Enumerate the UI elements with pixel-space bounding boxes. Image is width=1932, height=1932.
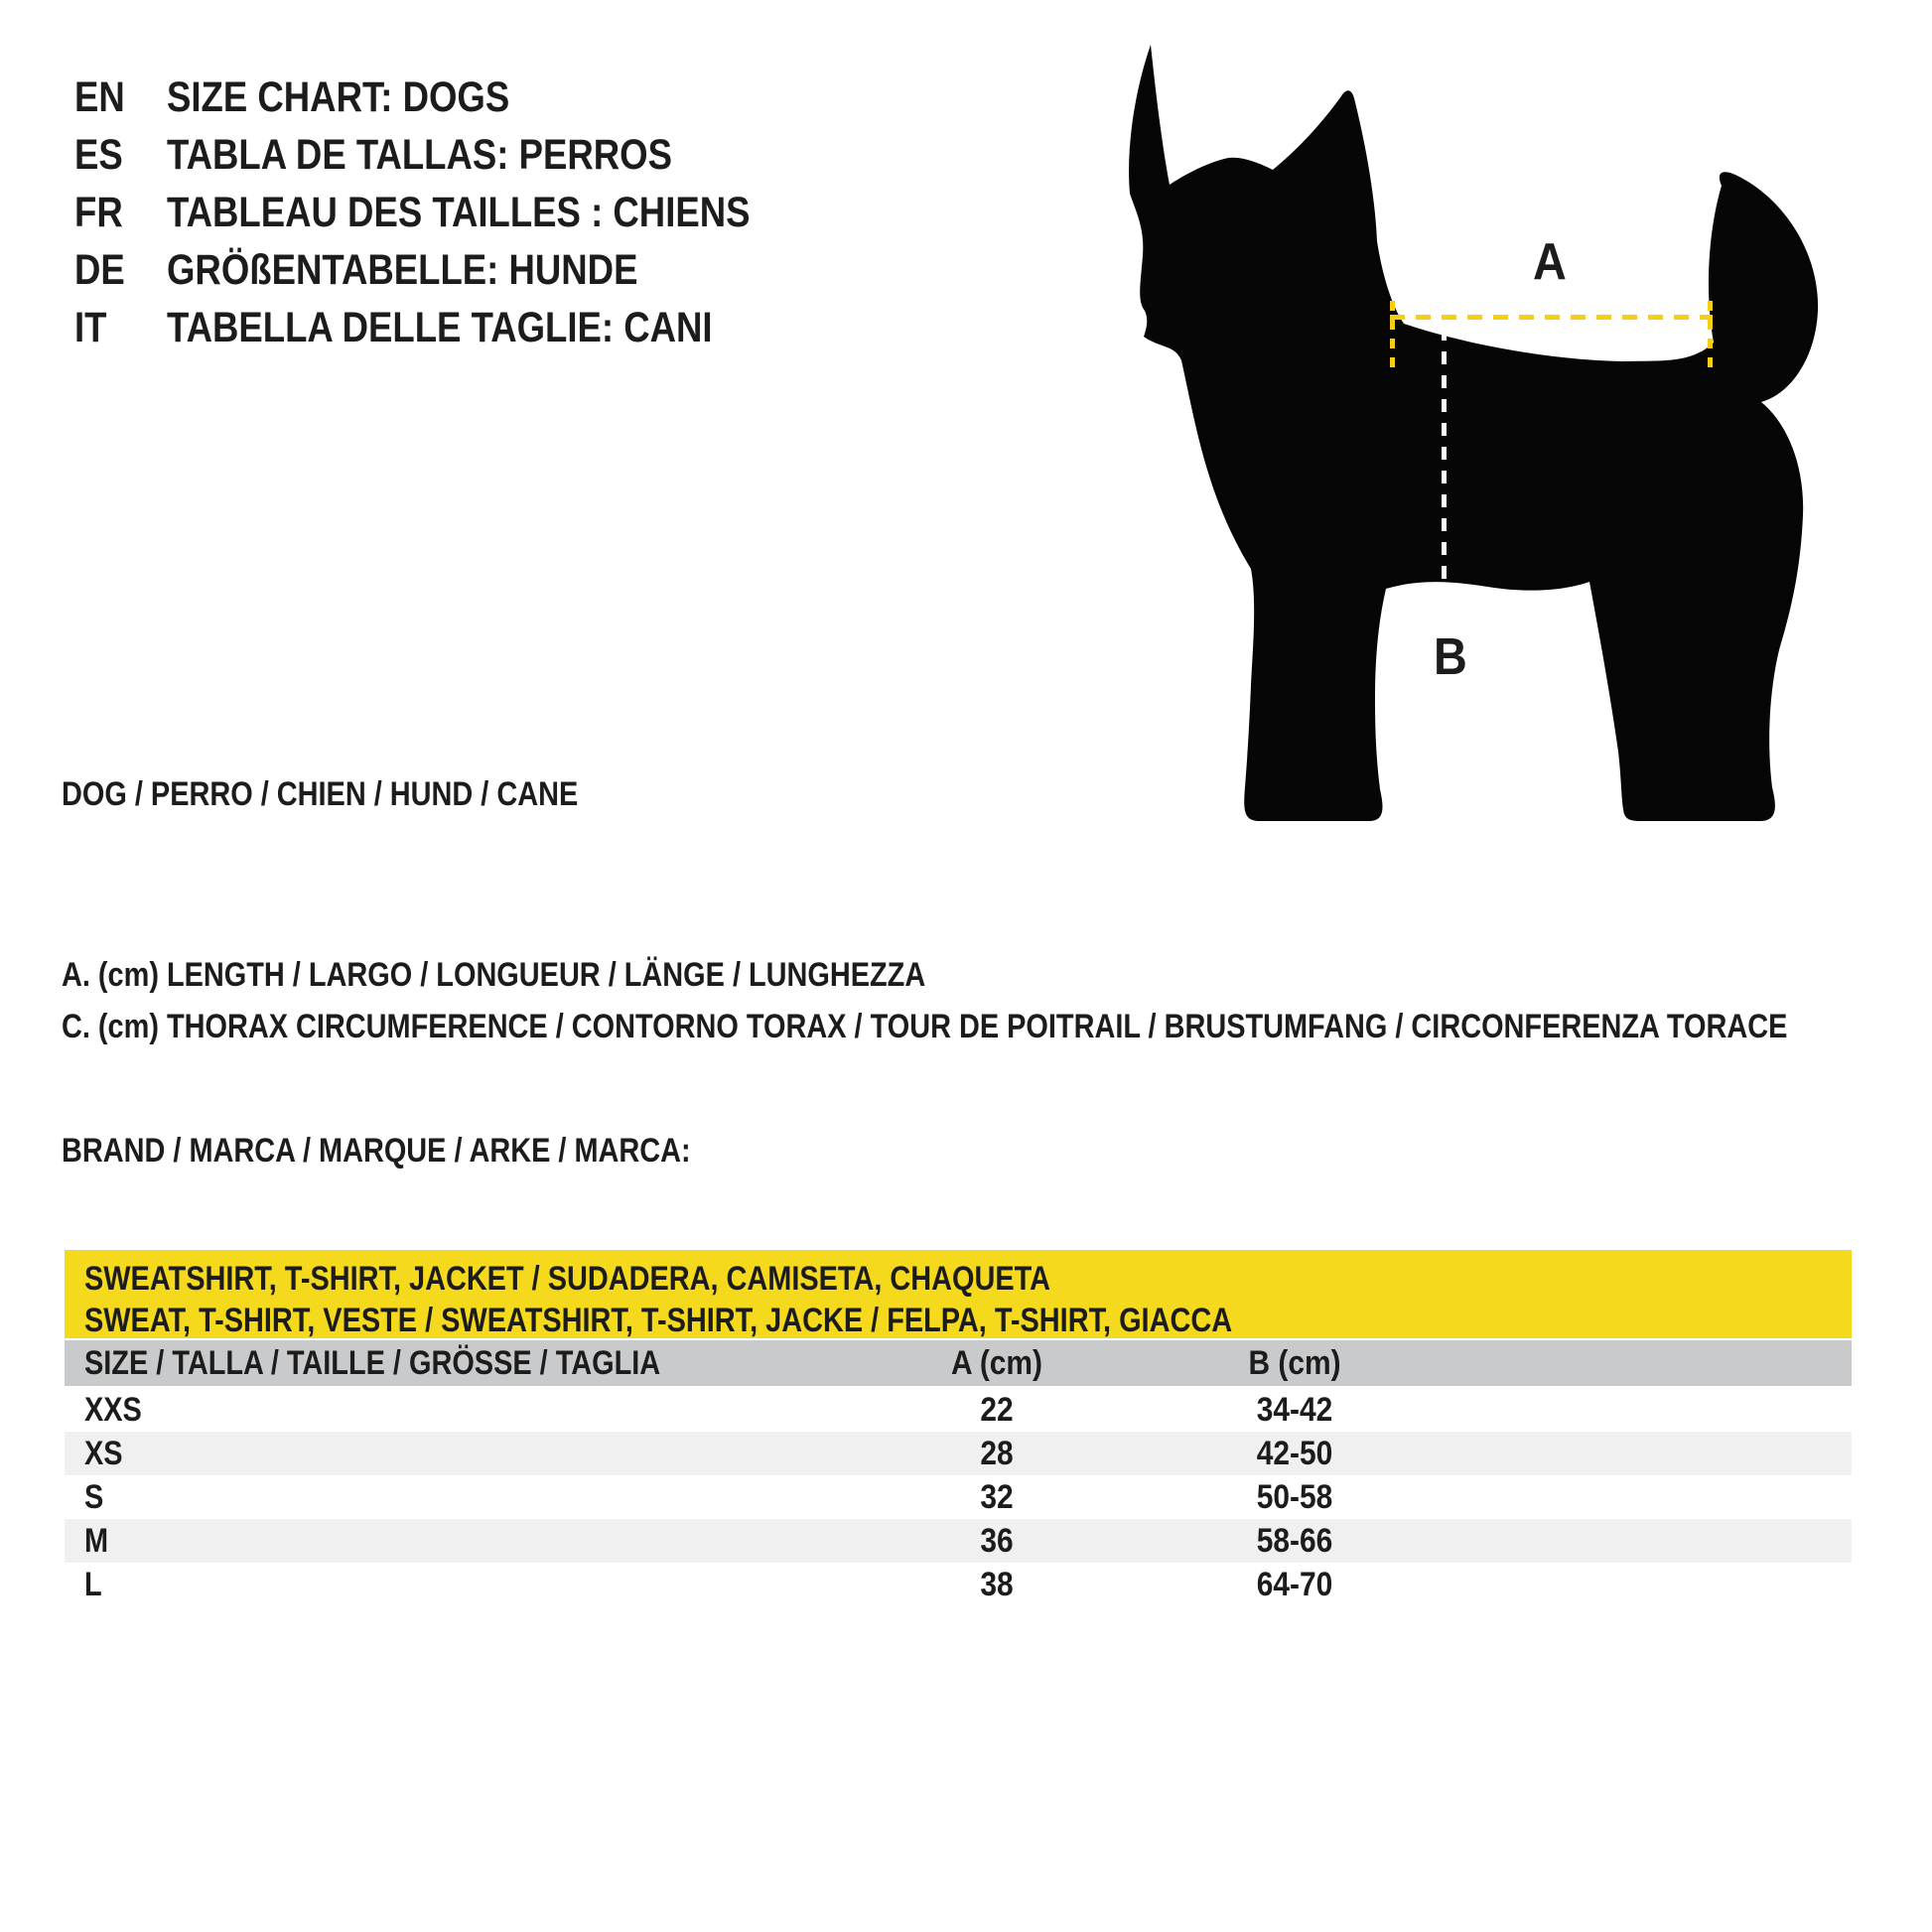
header-b-cm: B (cm)	[1248, 1344, 1341, 1382]
table-row	[65, 1432, 1852, 1475]
language-title: SIZE CHART: DOGS	[167, 73, 510, 121]
header-size: SIZE / TALLA / TAILLE / GRÖSSE / TAGLIA	[84, 1344, 661, 1382]
b-cell: 50-58	[1256, 1478, 1333, 1516]
brand-caption: BRAND / MARCA / MARQUE / ARKE / MARCA:	[62, 1132, 691, 1170]
language-code: ES	[74, 131, 123, 179]
b-cell: 34-42	[1256, 1391, 1333, 1429]
size-cell: L	[84, 1566, 102, 1603]
a-cell: 36	[980, 1522, 1014, 1560]
a-cell: 38	[980, 1566, 1014, 1603]
language-code: FR	[74, 189, 123, 236]
size-cell: XXS	[84, 1391, 142, 1429]
a-cell: 32	[980, 1478, 1014, 1516]
language-title: TABELLA DELLE TAGLIE: CANI	[167, 304, 713, 351]
table-banner	[65, 1250, 1852, 1338]
banner-line-2: SWEAT, T-SHIRT, VESTE / SWEATSHIRT, T-SHIRT, JACKE / FELPA, T-SHIRT, GIACCA	[84, 1302, 1233, 1339]
b-cell: 58-66	[1256, 1522, 1333, 1560]
language-title: TABLEAU DES TAILLES : CHIENS	[167, 189, 751, 236]
table-header-row	[65, 1340, 1852, 1386]
a-cell: 22	[980, 1391, 1014, 1429]
dog-silhouette-icon	[1125, 45, 1820, 829]
table-row	[65, 1388, 1852, 1432]
marker-b-label: B	[1434, 628, 1467, 686]
language-title: TABLA DE TALLAS: PERROS	[167, 131, 672, 179]
measurement-a-definition: A. (cm) LENGTH / LARGO / LONGUEUR / LÄNGE / LUNGHEZZA	[62, 956, 926, 994]
table-row	[65, 1563, 1852, 1606]
length-measure-tick-right	[1708, 301, 1713, 374]
b-cell: 64-70	[1256, 1566, 1333, 1603]
size-cell: XS	[84, 1435, 123, 1472]
table-row	[65, 1519, 1852, 1563]
size-cell: S	[84, 1478, 104, 1516]
language-code: DE	[74, 246, 125, 294]
a-cell: 28	[980, 1435, 1014, 1472]
b-cell: 42-50	[1256, 1435, 1333, 1472]
banner-line-1: SWEATSHIRT, T-SHIRT, JACKET / SUDADERA, CAMISETA, CHAQUETA	[84, 1260, 1050, 1298]
size-cell: M	[84, 1522, 109, 1560]
table-row	[65, 1475, 1852, 1519]
language-title: GRÖßENTABELLE: HUNDE	[167, 246, 638, 294]
marker-a-label: A	[1533, 233, 1567, 291]
length-measure-line	[1390, 315, 1713, 320]
language-code: IT	[74, 304, 107, 351]
measurement-c-definition: C. (cm) THORAX CIRCUMFERENCE / CONTORNO TORAX / TOUR DE POITRAIL / BRUSTUMFANG / CIRCONFERENZA TORACE	[62, 1008, 1788, 1045]
animal-caption: DOG / PERRO / CHIEN / HUND / CANE	[62, 775, 579, 813]
header-a-cm: A (cm)	[951, 1344, 1042, 1382]
length-measure-tick-left	[1390, 301, 1395, 374]
language-code: EN	[74, 73, 125, 121]
thorax-measure-line	[1442, 328, 1447, 594]
